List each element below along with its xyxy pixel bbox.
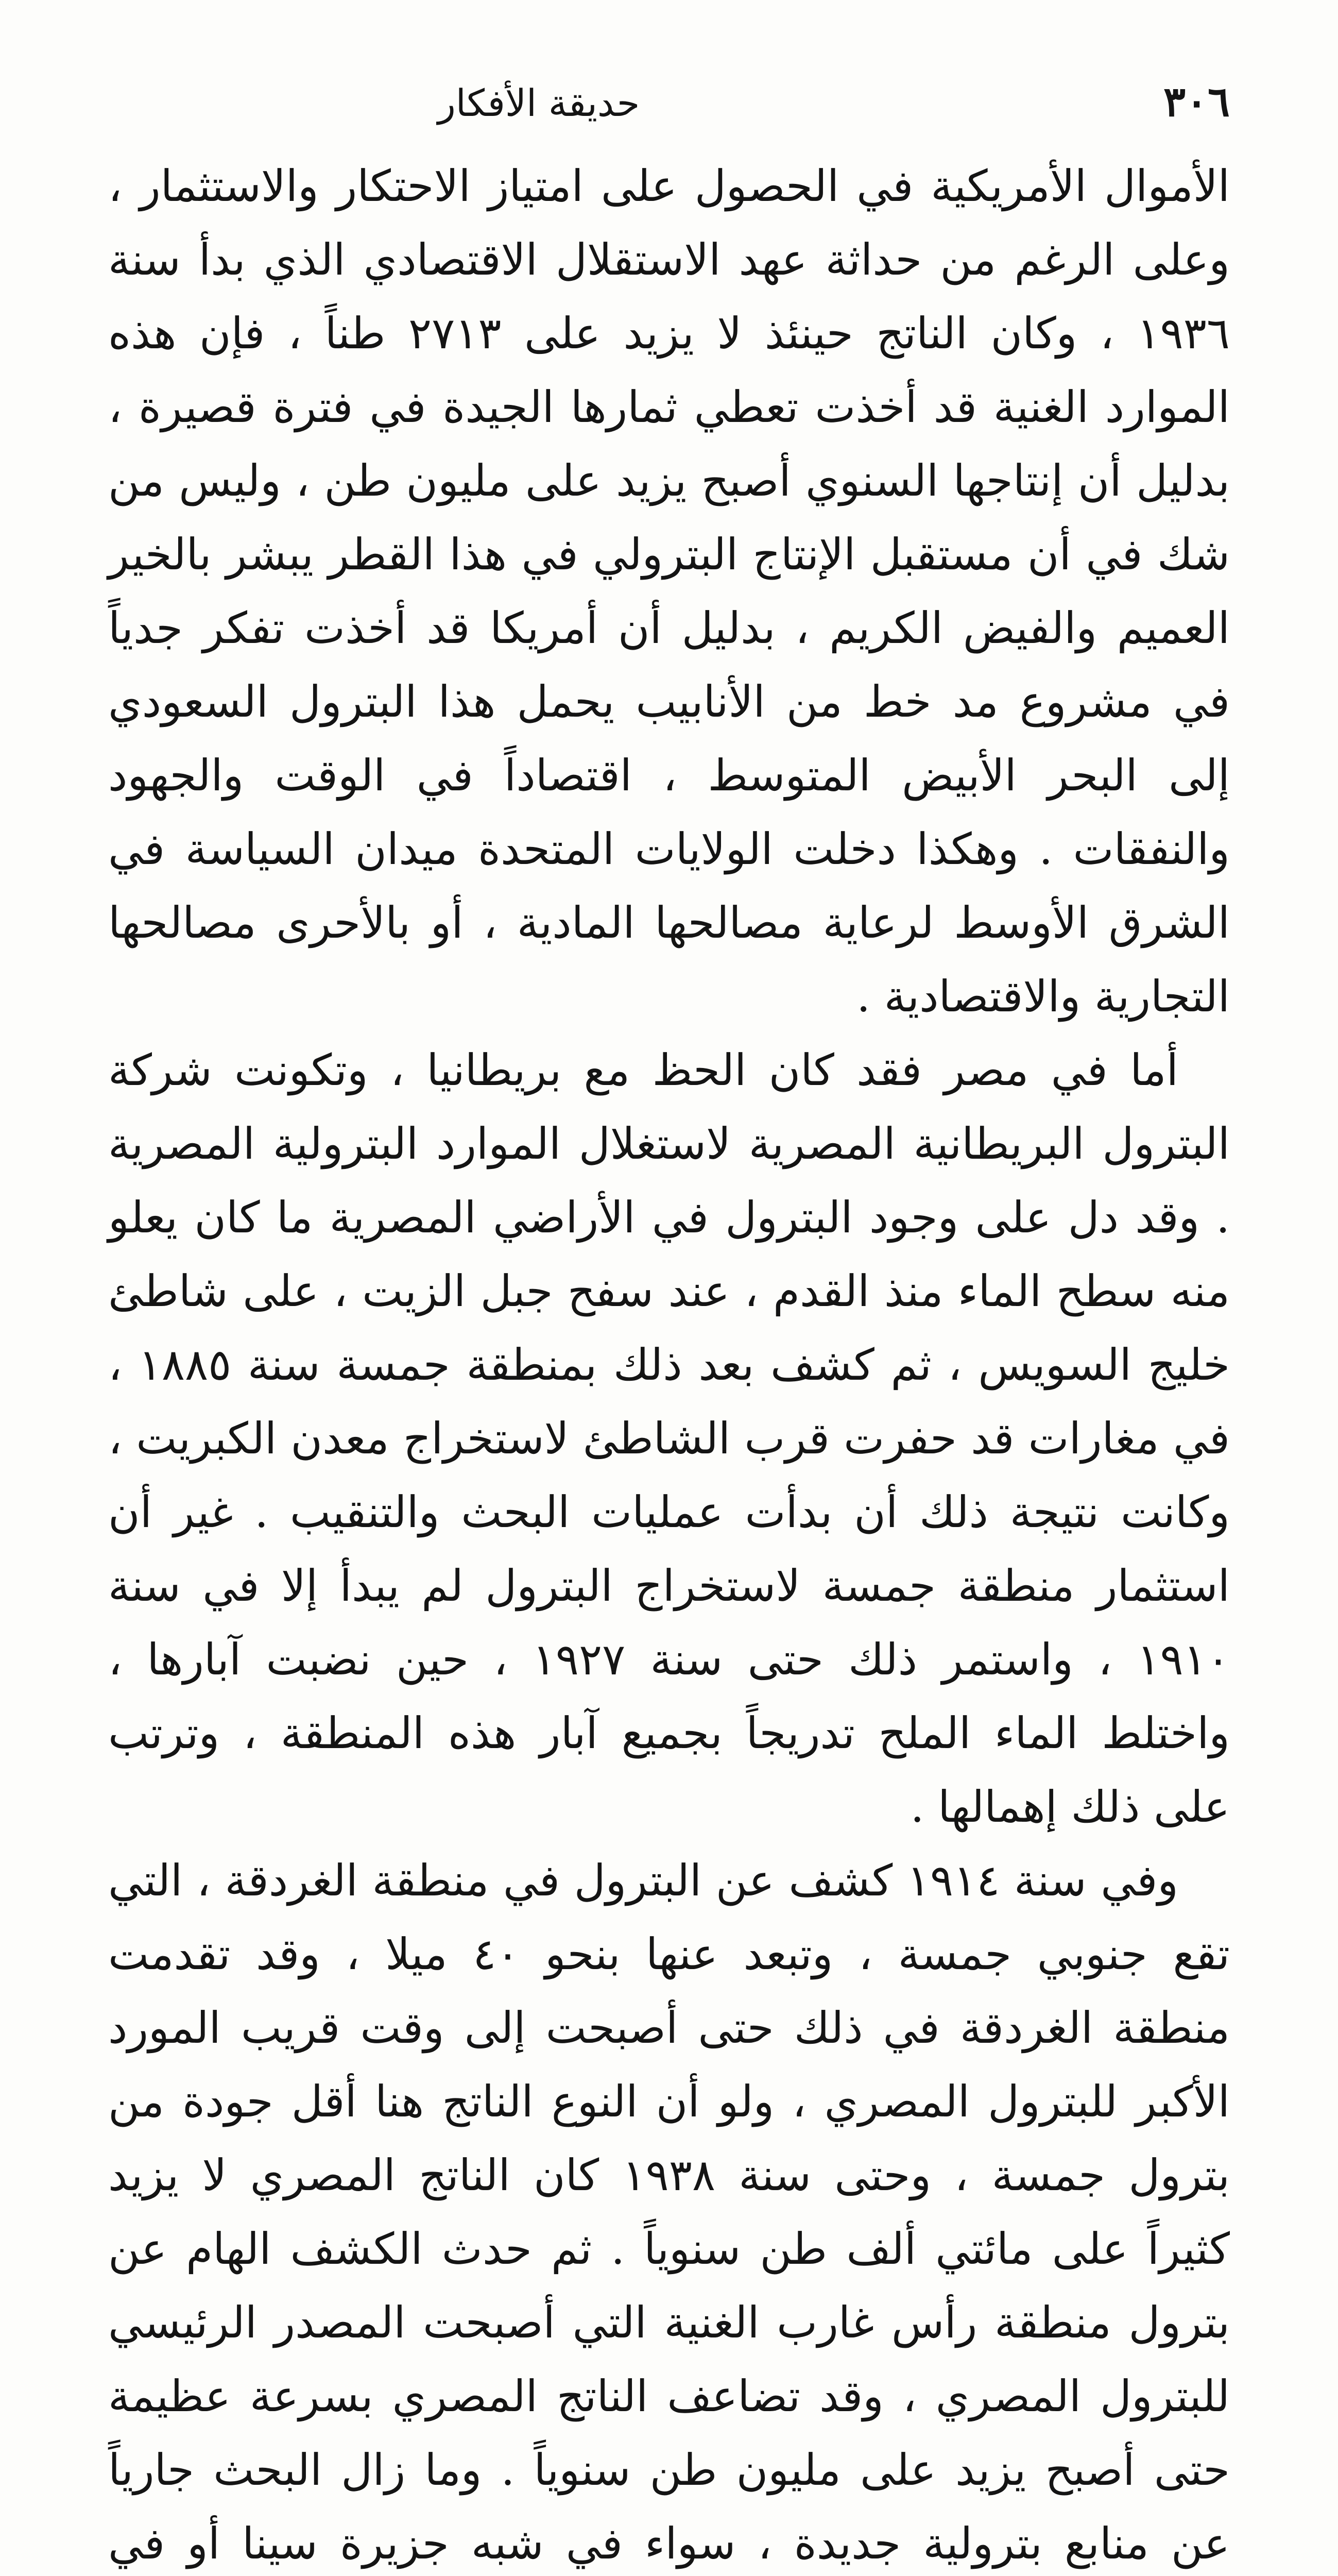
- running-header: [108, 77, 1230, 134]
- paragraph-3: وفي سنة ١٩١٤ كشف عن البترول في منطقة الغردقة ، التي تقع جنوبي جمسة ، وتبعد عنها بنحو ٤٠ ميلا ، وقد تقدمت منطقة الغردقة في ذلك حتى أصبحت إلى وقت قريب المورد الأكبر للبترول المصري ، ولو أن النوع الناتج هنا أقل جودة من بترول جمسة ، وحتى سنة ١٩٣٨ كان الناتج المصري لا يزيد كثيراً على مائتي ألف طن سنوياً . ثم حدث الكشف الهام عن بترول منطقة رأس غارب الغنية التي أصبحت المصدر الرئيسي للبترول المصري ، وقد تضاعف الناتج المصري بسرعة عظيمة حتى أصبح يزيد على مليون طن سنوياً . وما زال البحث جارياً عن منابع بترولية جديدة ، سواء في شبه جزيرة سينا أو في: [108, 1855, 1230, 2569]
- paragraph-2: أما في مصر فقد كان الحظ مع بريطانيا ، وتكونت شركة البترول البريطانية المصرية لاستغلال الموارد البترولية المصرية . وقد دل على وجود البترول في الأراضي المصرية ما كان يعلو منه سطح الماء منذ القدم ، عند سفح جبل الزيت ، على شاطئ خليج السويس ، ثم كشف بعد ذلك بمنطقة جمسة سنة ١٨٨٥ ، في مغارات قد حفرت قرب الشاطئ لاستخراج معدن الكبريت ، وكانت نتيجة ذلك أن بدأت عمليات البحث والتنقيب . غير أن استثمار منطقة جمسة لاستخراج البترول لم يبدأ إلا في سنة ١٩١٠ ، واستمر ذلك حتى سنة ١٩٢٧ ، حين نضبت آبارها ، واختلط الماء الملح تدريجاً بجميع آبار هذه المنطقة ، وترتب على ذلك إهمالها .: [108, 1045, 1230, 1832]
- running-title: حديقة الأفكار: [438, 81, 640, 125]
- body-text: [108, 149, 1230, 2576]
- paragraph-1: الأموال الأمريكية في الحصول على امتياز الاحتكار والاستثمار ، وعلى الرغم من حداثة عهد الاستقلال الاقتصادي الذي بدأ سنة ١٩٣٦ ، وكان الناتج حينئذ لا يزيد على ٢٧١٣ طناً ، فإن هذه الموارد الغنية قد أخذت تعطي ثمارها الجيدة في فترة قصيرة ، بدليل أن إنتاجها السنوي أصبح يزيد على مليون طن ، وليس من شك في أن مستقبل الإنتاج البترولي في هذا القطر يبشر بالخير العميم والفيض الكريم ، بدليل أن أمريكا قد أخذت تفكر جدياً في مشروع مد خط من الأنابيب يحمل هذا البترول السعودي إلى البحر الأبيض المتوسط ، اقتصاداً في الوقت والجهود والنفقات . وهكذا دخلت الولايات المتحدة ميدان السياسة في الشرق الأوسط لرعاية مصالحها المادية ، أو بالأحرى مصالحها التجارية والاقتصادية .: [108, 161, 1230, 1022]
- page-number: ٣٠٦: [1163, 77, 1230, 126]
